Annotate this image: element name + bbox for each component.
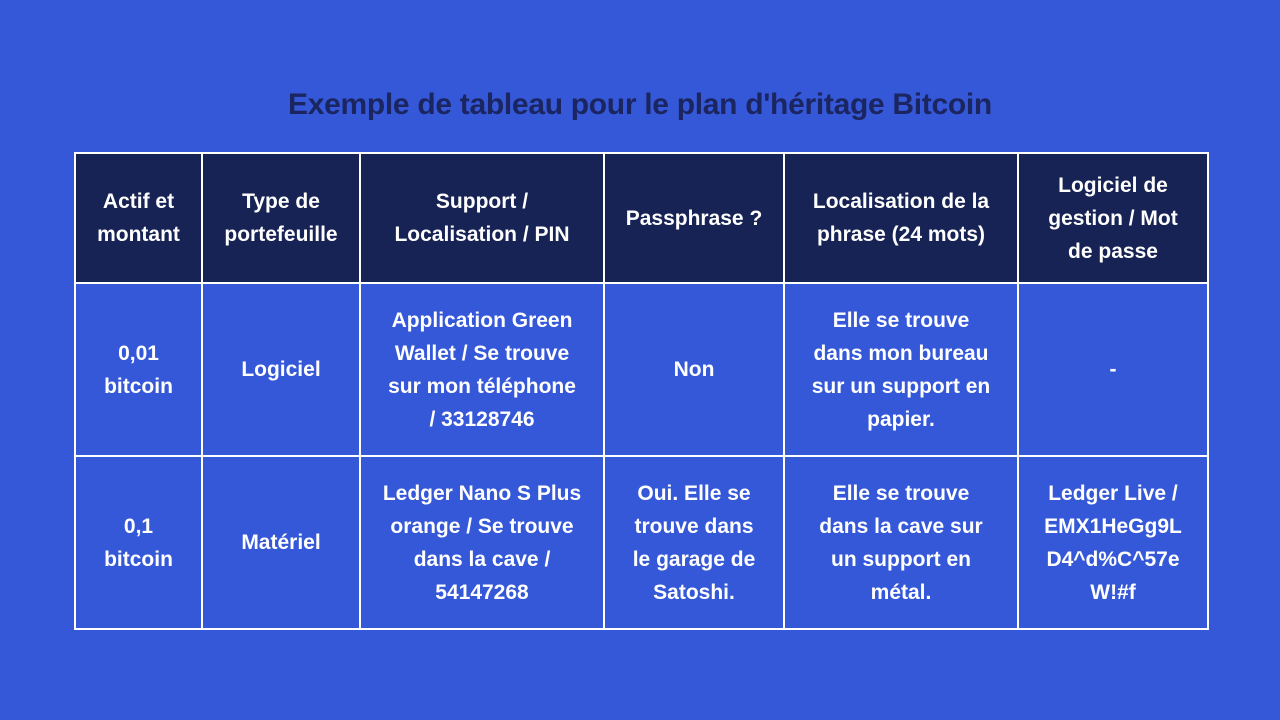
table-cell: Ledger Nano S Plus orange / Se trouve dans la cave / 54147268: [360, 456, 604, 629]
table-cell: Elle se trouve dans mon bureau sur un support en papier.: [784, 283, 1018, 456]
table-header-row: [75, 153, 1208, 283]
inheritance-plan-table: [74, 152, 1209, 630]
header-passphrase: Passphrase ?: [604, 153, 784, 283]
table-cell: Ledger Live / EMX1HeGg9L D4^d%C^57e W!#f: [1018, 456, 1208, 629]
table-cell: -: [1018, 283, 1208, 456]
table-row: [75, 456, 1208, 629]
table-cell: Elle se trouve dans la cave sur un support en métal.: [784, 456, 1018, 629]
table-cell: Matériel: [202, 456, 360, 629]
table-cell: Oui. Elle se trouve dans le garage de Satoshi.: [604, 456, 784, 629]
table-cell: 0,1 bitcoin: [75, 456, 202, 629]
header-logiciel-mot-de-passe: Logiciel de gestion / Mot de passe: [1018, 153, 1208, 283]
table-cell: Logiciel: [202, 283, 360, 456]
table-cell: 0,01 bitcoin: [75, 283, 202, 456]
header-localisation-phrase: Localisation de la phrase (24 mots): [784, 153, 1018, 283]
table-cell: Non: [604, 283, 784, 456]
header-support-localisation-pin: Support / Localisation / PIN: [360, 153, 604, 283]
header-actif-montant: Actif et montant: [75, 153, 202, 283]
table-cell: Application Green Wallet / Se trouve sur mon téléphone / 33128746: [360, 283, 604, 456]
table-row: [75, 283, 1208, 456]
page-title: Exemple de tableau pour le plan d'héritage Bitcoin: [288, 88, 992, 121]
header-type-portefeuille: Type de portefeuille: [202, 153, 360, 283]
